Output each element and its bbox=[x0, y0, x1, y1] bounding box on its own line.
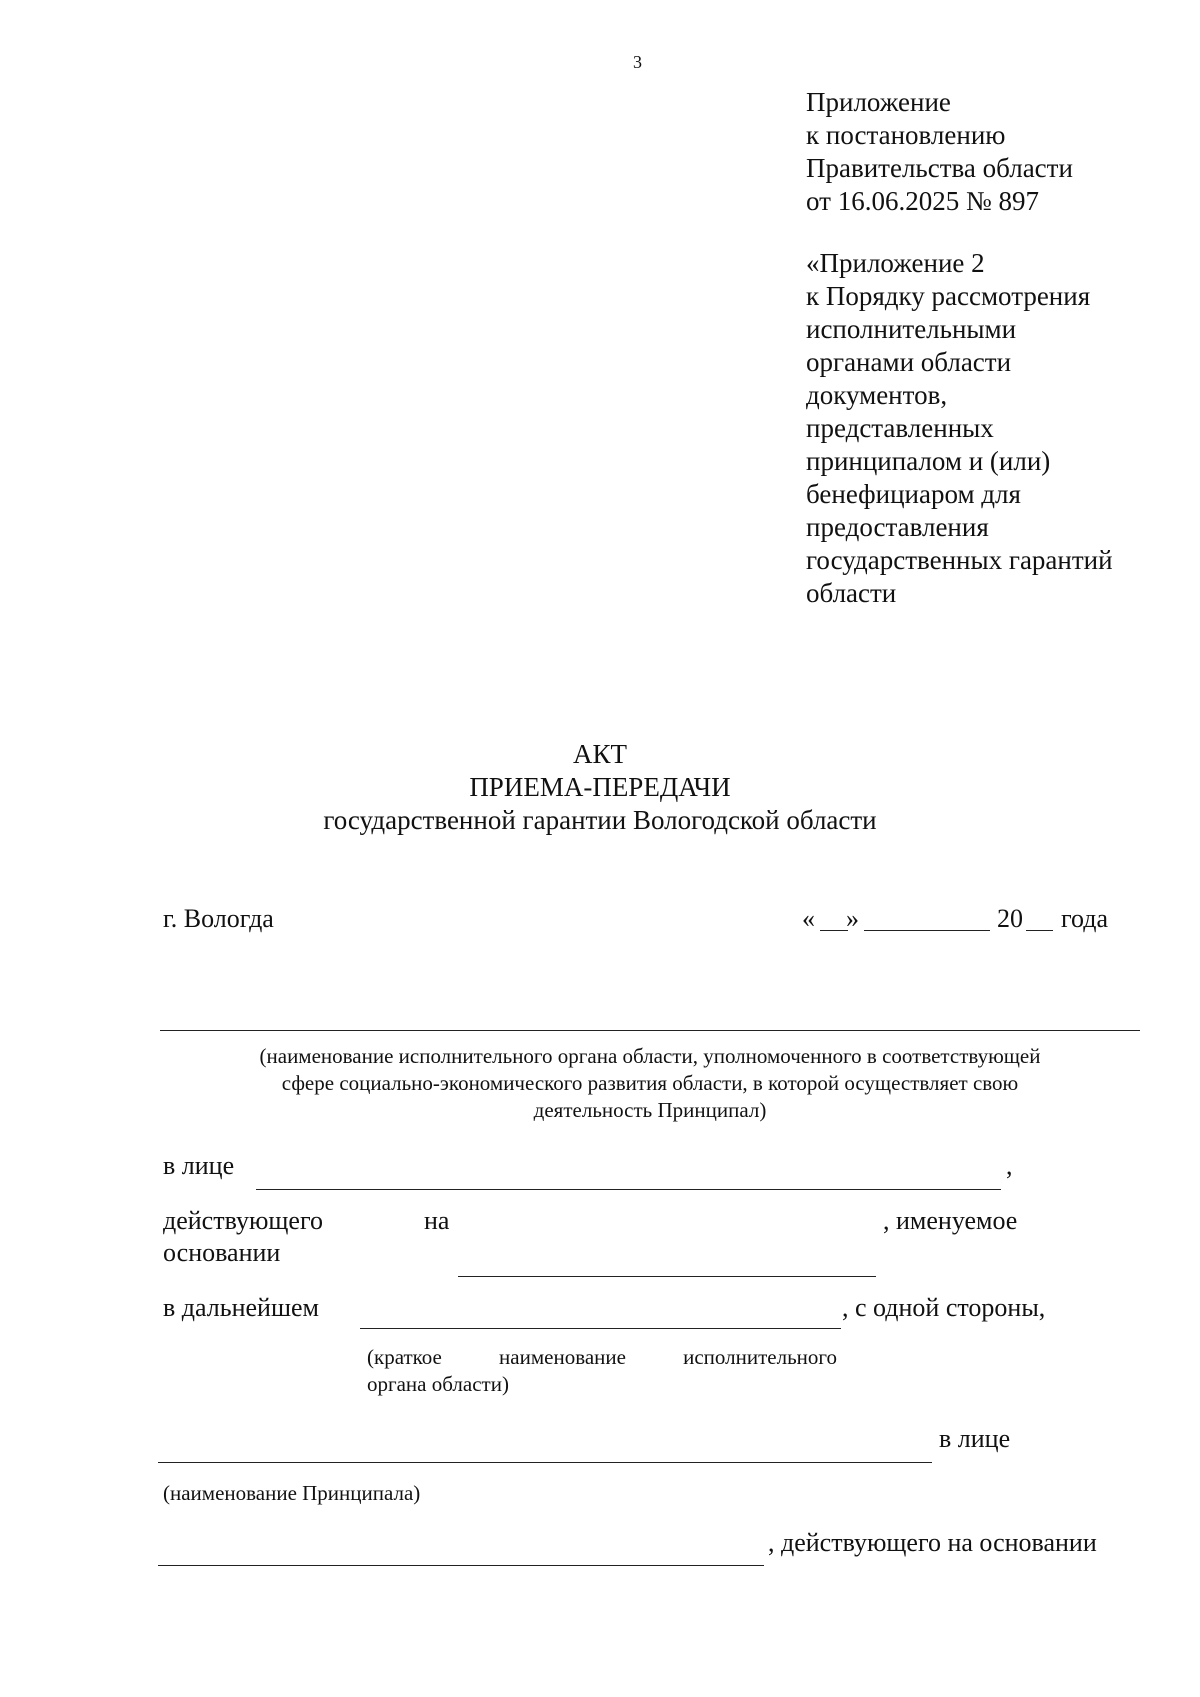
appendix2-header bbox=[806, 247, 1166, 610]
date-quote-close: » bbox=[846, 904, 859, 933]
appendix-line: Правительства области bbox=[806, 153, 1073, 183]
in-person-label: в лице bbox=[163, 1151, 235, 1180]
place-label: г. Вологда bbox=[163, 904, 274, 933]
appendix2-line: органами области bbox=[806, 347, 1012, 377]
date-day-blank[interactable] bbox=[820, 930, 848, 931]
short-name-caption-word: исполнительного bbox=[683, 1345, 837, 1369]
appendix2-line: документов, bbox=[806, 380, 948, 410]
appendix-line: от 16.06.2025 № 897 bbox=[806, 186, 1039, 216]
basis-word: основании bbox=[163, 1238, 281, 1267]
in-person-label-2: в лице bbox=[939, 1424, 1011, 1453]
date-quote-close-wrap bbox=[846, 903, 859, 935]
date-month-blank[interactable] bbox=[864, 930, 990, 931]
one-side-label: , с одной стороны, bbox=[842, 1293, 1046, 1322]
appendix2-line: предоставления bbox=[806, 512, 989, 542]
acting-label: действующего bbox=[163, 1206, 323, 1235]
principal-representative-blank[interactable] bbox=[158, 1565, 764, 1566]
representative-blank[interactable] bbox=[256, 1189, 1001, 1190]
date-quote-open: « bbox=[802, 904, 815, 933]
appendix2-line: бенефициаром для bbox=[806, 479, 1021, 509]
principal-blank[interactable] bbox=[158, 1462, 932, 1463]
title-act: АКТ bbox=[573, 739, 627, 769]
appendix-header bbox=[806, 86, 1166, 218]
named-label: , именуемое bbox=[883, 1206, 1018, 1235]
title-description: государственной гарантии Вологодской области bbox=[323, 805, 877, 835]
appendix2-line: исполнительными bbox=[806, 314, 1017, 344]
date-year-suffix: года bbox=[1061, 904, 1109, 933]
acting-on-basis-label: , действующего на основании bbox=[768, 1528, 1097, 1557]
principal-caption: (наименование Принципала) bbox=[163, 1481, 421, 1505]
org-caption bbox=[150, 1043, 1150, 1124]
appendix2-line: к Порядку рассмотрения bbox=[806, 281, 1091, 311]
short-name-caption-line1 bbox=[367, 1344, 837, 1371]
short-name-caption-word: (краткое bbox=[367, 1345, 442, 1369]
short-name-blank[interactable] bbox=[360, 1328, 841, 1329]
appendix-line: Приложение bbox=[806, 87, 951, 117]
date-year-prefix: 20 bbox=[997, 904, 1023, 933]
org-caption-line: сфере социально-экономического развития области, в которой осуществляет свою bbox=[281, 1071, 1019, 1095]
org-name-blank[interactable] bbox=[160, 1030, 1140, 1031]
appendix2-line: представленных bbox=[806, 413, 994, 443]
appendix2-line: государственных гарантий bbox=[806, 545, 1113, 575]
short-name-caption bbox=[367, 1344, 837, 1398]
in-person-comma: , bbox=[1006, 1151, 1013, 1180]
date-template bbox=[802, 903, 815, 935]
title-subject: ПРИЕМА-ПЕРЕДАЧИ bbox=[469, 772, 731, 802]
org-caption-line: деятельность Принципал) bbox=[533, 1098, 767, 1122]
hereinafter-label: в дальнейшем bbox=[163, 1293, 319, 1322]
appendix2-line: «Приложение 2 bbox=[806, 248, 985, 278]
appendix2-line: области bbox=[806, 578, 897, 608]
date-year-blank[interactable] bbox=[1026, 930, 1053, 931]
acting-on-word: на bbox=[424, 1206, 450, 1235]
basis-blank[interactable] bbox=[458, 1276, 876, 1277]
page-number: 3 bbox=[633, 52, 642, 72]
document-title bbox=[0, 738, 1200, 837]
appendix2-line: принципалом и (или) bbox=[806, 446, 1051, 476]
org-caption-line: (наименование исполнительного органа области, уполномоченного в соответствующей bbox=[259, 1044, 1041, 1068]
short-name-caption-line2: органа области) bbox=[367, 1372, 509, 1396]
short-name-caption-word: наименование bbox=[499, 1345, 626, 1369]
appendix-line: к постановлению bbox=[806, 120, 1006, 150]
